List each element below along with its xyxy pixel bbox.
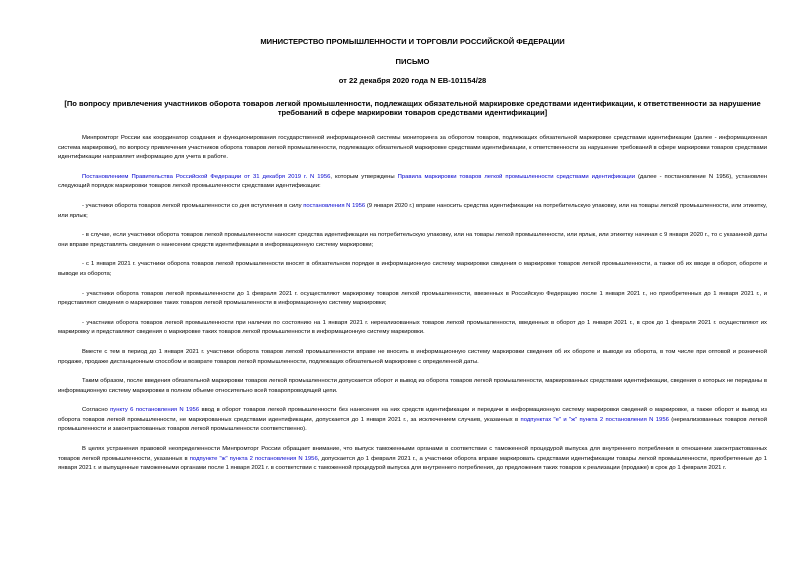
paragraph-text: - участники оборота товаров легкой промышленности со дня вступления в силу: [82, 202, 304, 209]
paragraph-conclusion: Таким образом, после введения обязательной маркировки товаров легкой промышленности допускается оборот и вывод из оборота товаров легкой промышленности, маркированных средствами идентификации, сведения о которых не переданы в информационную систему маркировки в полном объеме относительно всей товаропроводящей цепи.: [58, 378, 767, 394]
link-resolution-1956[interactable]: Постановлением Правительства Российской Федерации от 31 декабря 2019 г. N 1956: [82, 173, 331, 180]
paragraph-text: (9 января 2020 г.) вправе наносить средства идентификации на потребительскую упаковку, или на товары легкой промышленности, или этикетку, или ярлык;: [58, 202, 768, 219]
paragraph-text: , которым утверждены: [330, 173, 398, 180]
document-subject: [По вопросу привлечения участников оборота товаров легкой промышленности, подлежащих обязательной маркировке средствами идентификации, к ответственности за нарушение требований в сфере маркировки товаров средствами идентификации]: [64, 99, 761, 117]
link-marking-rules[interactable]: Правила маркировки товаров легкой промышленности средствами идентификации: [397, 173, 635, 180]
document-type: ПИСЬМО: [395, 57, 430, 66]
link-point-6[interactable]: пункту 6 постановления N 1956: [110, 407, 200, 414]
paragraph-period: Вместе с тем в период до 1 января 2021 г. участники оборота товаров легкой промышленности вправе не вносить в информационную систему маркировки сведения об их обороте и выводе из оборота, в том числе при оптовой и розничной продаже, продаже дистанционным способом и возврате товаров легкой промышленности, подлежащих обязательной маркировке с определенной даты.: [58, 348, 767, 365]
paragraph-text: В целях устранения правовой неопределенности Минпромторг России обращает внимание, что выпуск таможенными органами в соответствии с таможенной процедурой выпуска для внутреннего потребления в отношении законтрактованных товаров легкой промышленности, указанных в: [58, 446, 767, 462]
document-date-number: от 22 декабря 2020 года N ЕВ-101154/28: [338, 76, 487, 85]
link-subpoint-zh[interactable]: подпункте "ж" пункта 2 постановления N 1956: [189, 455, 318, 462]
ministry-heading: МИНИСТЕРСТВО ПРОМЫШЛЕННОСТИ И ТОРГОВЛИ РОССИЙСКОЙ ФЕДЕРАЦИИ: [260, 37, 565, 46]
paragraph-text: ввод в оборот товаров легкой промышленности без нанесения на них средств идентификации и передачи в информационную систему маркировки сведений о маркировке, а также оборот и вывод из оборота товаров легкой промышленности, не маркированных средствами идентификации, допускается до 1 января 2021 г., за исключением случаев, указанных в: [58, 407, 767, 423]
paragraph-item-3: - с 1 января 2021 г. участники оборота товаров легкой промышленности вносят в обязательном порядке в информационную систему маркировки сведения о маркировке товаров легкой промышленности, а также об их вводе в оборот, обороте и выводе из оборота;: [58, 261, 767, 277]
paragraph-item-5: - участники оборота товаров легкой промышленности при наличии по состоянию на 1 января 2021 г. нереализованных товаров легкой промышленности, введенных в оборот до 1 января 2021 г., в срок до 1 февраля 2021 г. осуществляют их маркировку и представляют сведения о маркировке таких товаров легкой промышленности в информационную систему маркировки.: [58, 319, 767, 336]
document-body: [58, 134, 767, 474]
paragraph-text: , допускается до 1 февраля 2021 г., а участники оборота вправе маркировать средствами идентификации товары легкой промышленности, приобретенные до 1 января 2021 г. и выпущенные таможенными органами после 1 января 2021 г. в соответствии с таможенной процедурой выпуска для внутреннего потребления, до предложения таких товаров к реализации (продаже) в срок до 1 февраля 2021 г.: [58, 455, 767, 472]
paragraph-resolution: [58, 173, 767, 192]
link-resolution-1956-short[interactable]: постановления N 1956: [303, 202, 366, 209]
paragraph-text: (далее - постановление N 1956), установлен следующий порядок маркировки товаров легкой промышленности средствами идентификации:: [58, 173, 767, 190]
paragraph-item-1: [58, 202, 767, 221]
paragraph-text: Согласно: [82, 407, 111, 414]
link-subpoints-e-zh[interactable]: подпунктах "е" и "ж" пункта 2 постановления N 1956: [520, 416, 669, 423]
paragraph-text: (нереализованных товаров легкой промышленности и законтрактованных товаров легкой промышленности соответственно).: [58, 416, 767, 433]
paragraph-item-4: - участники оборота товаров легкой промышленности до 1 февраля 2021 г. осуществляют маркировку товаров легкой промышленности, ввезенных в Российскую Федерацию после 1 января 2021 г., но приобретенных до 1 января 2021 г., и представляют сведения о маркировке таких товаров легкой промышленности в информационную систему маркировки;: [58, 290, 767, 307]
paragraph-point-6: [58, 406, 767, 435]
paragraph-legal-certainty: [58, 445, 767, 474]
paragraph-intro: Минпромторг России как координатор создания и функционирования государственной информационной системы мониторинга за оборотом товаров, подлежащих обязательной маркировке средствами идентификации (далее - информационная система маркировки), по вопросу привлечения участников оборота товаров легкой промышленности, подлежащих обязательной маркировке средствами идентификации, к ответственности за нарушение требований в сфере маркировки товаров средствами идентификации направляет информацию для учета в работе.: [58, 135, 767, 161]
paragraph-item-2: - в случае, если участники оборота товаров легкой промышленности наносят средства идентификации на потребительскую упаковку, или на товары легкой промышленности, или ярлык, или этикетку начиная с 9 января 2020 г., то с указанной даты они вправе представлять сведения о нанесении средств идентификации в информационную систему маркировки;: [58, 232, 767, 248]
